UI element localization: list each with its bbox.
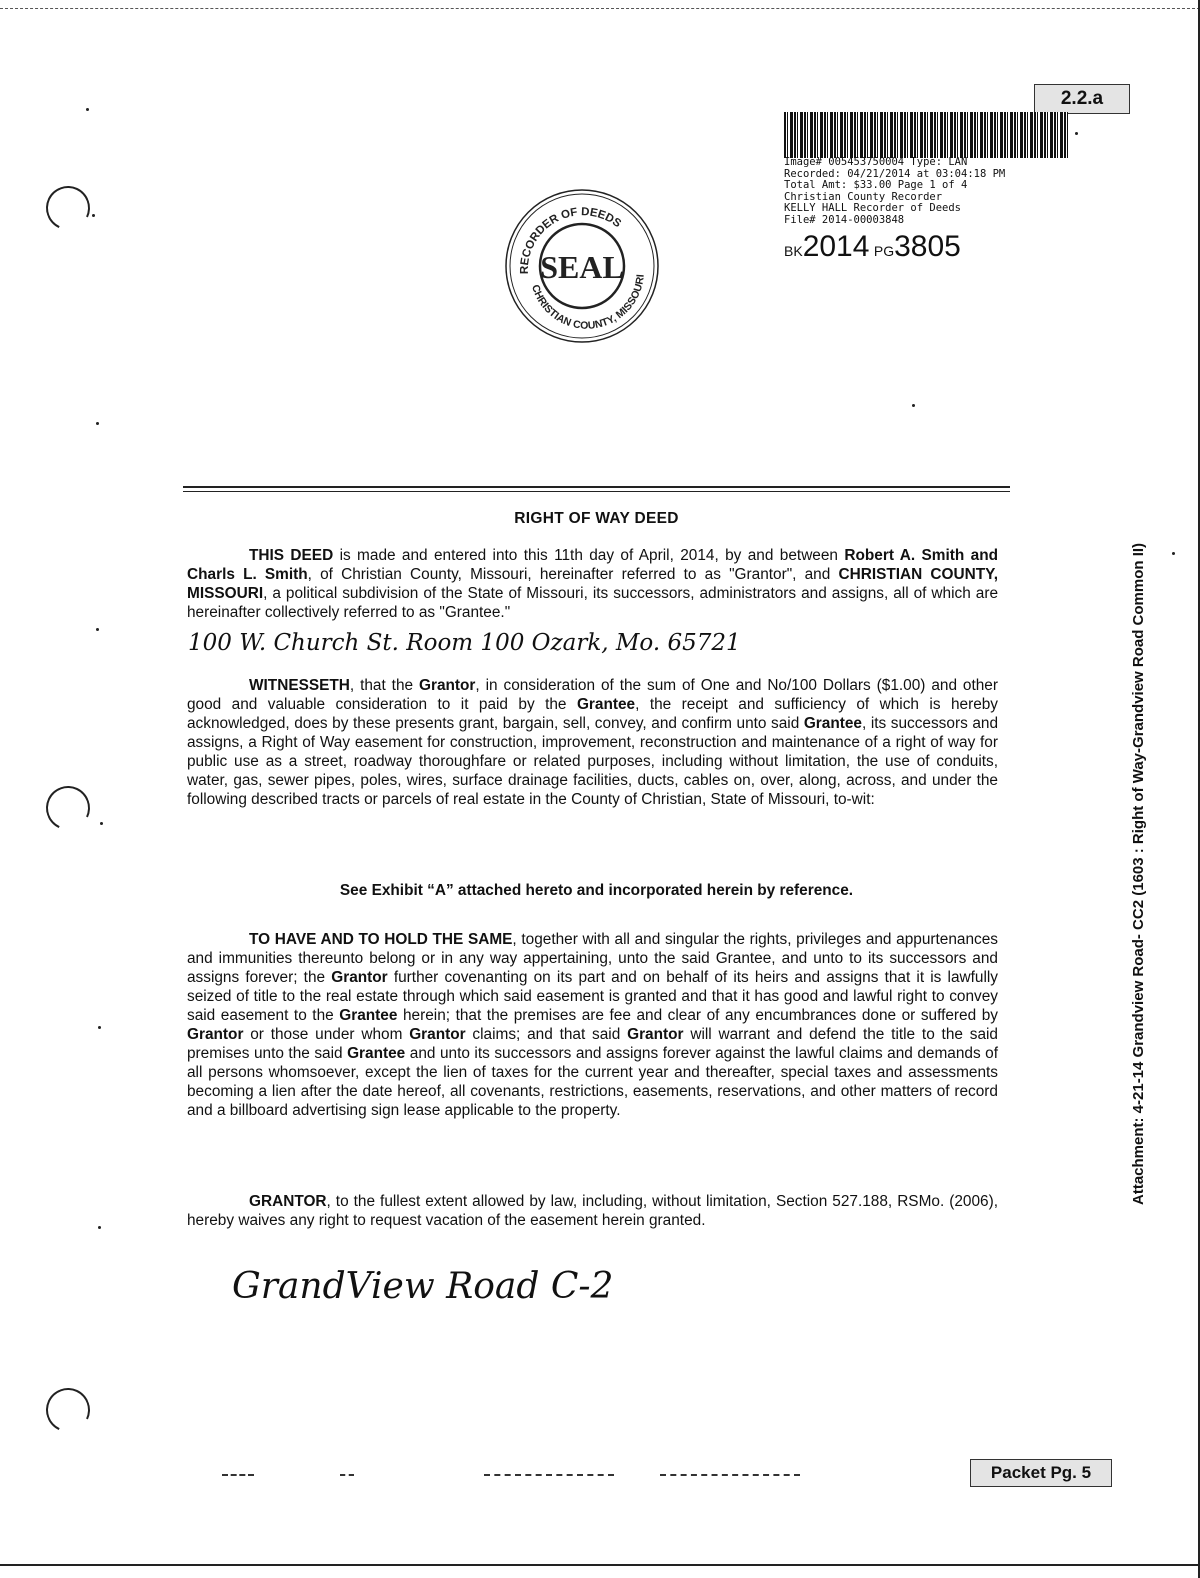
packet-page-label: Packet Pg. 5 — [970, 1459, 1112, 1487]
term-grantee: Grantee — [339, 1007, 398, 1024]
book-number: 2014 — [802, 230, 870, 263]
recorder-stamp-line: Recorded: 04/21/2014 at 03:04:18 PM — [784, 167, 1006, 180]
scan-speck — [86, 108, 89, 111]
recorder-stamp-line: Christian County Recorder — [784, 190, 943, 203]
term-grantor: Grantor — [627, 1026, 684, 1043]
term-grantee: Grantee — [576, 696, 636, 713]
text-run: herein; that the premises are fee and clear of any encumbrances done or suffered by — [397, 1007, 998, 1024]
term-grantee: Grantee — [803, 715, 862, 732]
lead-grantor: GRANTOR — [249, 1193, 327, 1210]
lead-to-have-and-to-hold: TO HAVE AND TO HOLD THE SAME — [249, 931, 513, 948]
punch-hole-top — [40, 180, 96, 236]
handwritten-address: 100 W. Church St. Room 100 Ozark, Mo. 65721 — [188, 630, 741, 656]
text-run: , in consideration of the sum of One and No/100 Dollars ($1.00) and other good and valuable consideration to it paid by the — [187, 677, 998, 713]
exhibit-reference: See Exhibit “A” attached hereto and incorporated herein by reference. — [339, 882, 854, 899]
term-grantor: Grantor — [331, 969, 388, 986]
punch-hole-middle — [40, 780, 96, 836]
scan-speck — [96, 422, 99, 425]
text-run: , the receipt and sufficiency of which is hereby acknowledged, does by these presents grant, bargain, sell, convey, and confirm unto said — [187, 696, 999, 732]
text-run: is made and entered into this 11th day of April, 2014, by and between — [333, 547, 845, 564]
footer-dash — [222, 1474, 254, 1476]
footer-dash — [660, 1474, 800, 1476]
scan-speck — [1172, 552, 1175, 555]
text-run: , its successors and assigns, a Right of Way easement for construction, improvement, reconstruction and maintenance of a right of way for public use as a street, roadway thoroughfare or related purposes, including without limitation, the use of conduits, water, gas, sewer pipes, poles, wires, surface drainage facilities, ducts, cables on, over, along, across, and under the following described tracts or parcels of real estate in the County of Christian, State of Missouri, to-wit: — [187, 715, 998, 808]
text-run: will warrant and defend the title to the said premises unto the said — [187, 1026, 998, 1062]
seal-top-text: RECORDER OF DEEDS — [518, 206, 624, 275]
footer-dash — [340, 1474, 354, 1476]
footer-dash — [484, 1474, 614, 1476]
handwritten-note: GrandView Road C-2 — [232, 1266, 614, 1307]
grantee-name: CHRISTIAN COUNTY, MISSOURI — [187, 566, 998, 602]
top-scan-edge — [0, 8, 1200, 9]
page-number: 3805 — [894, 230, 961, 263]
scan-speck — [92, 214, 95, 217]
page-tag: 2.2.a — [1034, 84, 1130, 114]
recorder-stamp-line: Total Amt: $33.00 Page 1 of 4 — [784, 179, 968, 191]
recorder-stamp-line: Image# 005453750004 Type: LAN — [784, 156, 968, 168]
scan-speck — [912, 404, 915, 407]
scan-speck — [96, 628, 99, 631]
scan-speck — [98, 1226, 101, 1229]
attachment-side-label: Attachment: 4-21-14 Grandview Road- CC2 (1603 : Right of Way-Grandview Road Common II) — [1130, 542, 1147, 1205]
scan-speck — [1075, 132, 1078, 135]
lead-witnesseth: WITNESSETH — [249, 677, 350, 694]
paragraph-waiver — [187, 1192, 998, 1230]
grantor-names: Robert A. Smith and Charls L. Smith — [187, 547, 999, 583]
seal-bottom-text: CHRISTIAN COUNTY, MISSOURI — [529, 273, 647, 332]
term-grantee: Grantee — [347, 1045, 406, 1062]
term-grantor: Grantor — [187, 1026, 244, 1043]
scan-speck — [100, 822, 103, 825]
text-run: , to the fullest extent allowed by law, including, without limitation, Section 527.188, RSMo. (2006), hereby waives any right to request vacation of the easement herein granted. — [187, 1193, 998, 1229]
term-grantor: Grantor — [409, 1026, 466, 1043]
title-rule-bottom — [183, 491, 1010, 492]
paragraph-witnesseth — [187, 676, 998, 809]
text-run: , that the — [349, 677, 419, 694]
bottom-scan-edge — [0, 1564, 1200, 1566]
text-run: , a political subdivision of the State of Missouri, its successors, administrators and assigns, all of which are hereinafter collectively referred to as "Grantee." — [187, 585, 998, 621]
document-title: RIGHT OF WAY DEED — [514, 510, 679, 527]
text-run: and unto its successors and assigns forever against the lawful claims and demands of all persons whomsoever, except the lien of taxes for the current year and thereafter, special taxes and assessments becoming a lien after the date hereof, all covenants, restrictions, easements, reservations, and other matters of record and a billboard advertising sign lease applicable to the property. — [187, 1045, 999, 1119]
punch-hole-bottom — [40, 1382, 96, 1438]
book-page-reference — [784, 230, 961, 264]
recorder-stamp-line: File# 2014-00003848 — [784, 213, 905, 226]
paragraph-parties — [187, 546, 998, 622]
page-label: PG — [873, 243, 895, 259]
seal-center-text: SEAL — [540, 249, 624, 285]
recorder-seal — [502, 186, 662, 346]
text-run: claims; and that said — [465, 1026, 628, 1043]
title-rule-top — [183, 486, 1010, 488]
recorder-stamp-line: KELLY HALL Recorder of Deeds — [784, 202, 962, 214]
term-grantor: Grantor — [418, 677, 476, 694]
text-run: , of Christian County, Missouri, hereinafter referred to as "Grantor", and — [307, 566, 839, 583]
barcode — [784, 112, 1068, 158]
lead-this-deed: THIS DEED — [249, 547, 334, 564]
paragraph-habendum — [187, 930, 998, 1120]
recorder-stamp — [784, 157, 1104, 226]
text-run: , together with all and singular the rights, privileges and appurtenances and immunities thereunto belong or in any way appertaining, unto the said Grantee, and unto to its successors and assigns forever; the — [187, 931, 998, 986]
book-label: BK — [784, 243, 803, 259]
text-run: further covenanting on its part and on behalf of its heirs and assigns that it is lawfully seized of title to the real estate through which said easement is granted and that it has good and lawful right to convey said easement to the — [187, 969, 998, 1024]
scan-speck — [98, 1026, 101, 1029]
text-run: or those under whom — [243, 1026, 410, 1043]
